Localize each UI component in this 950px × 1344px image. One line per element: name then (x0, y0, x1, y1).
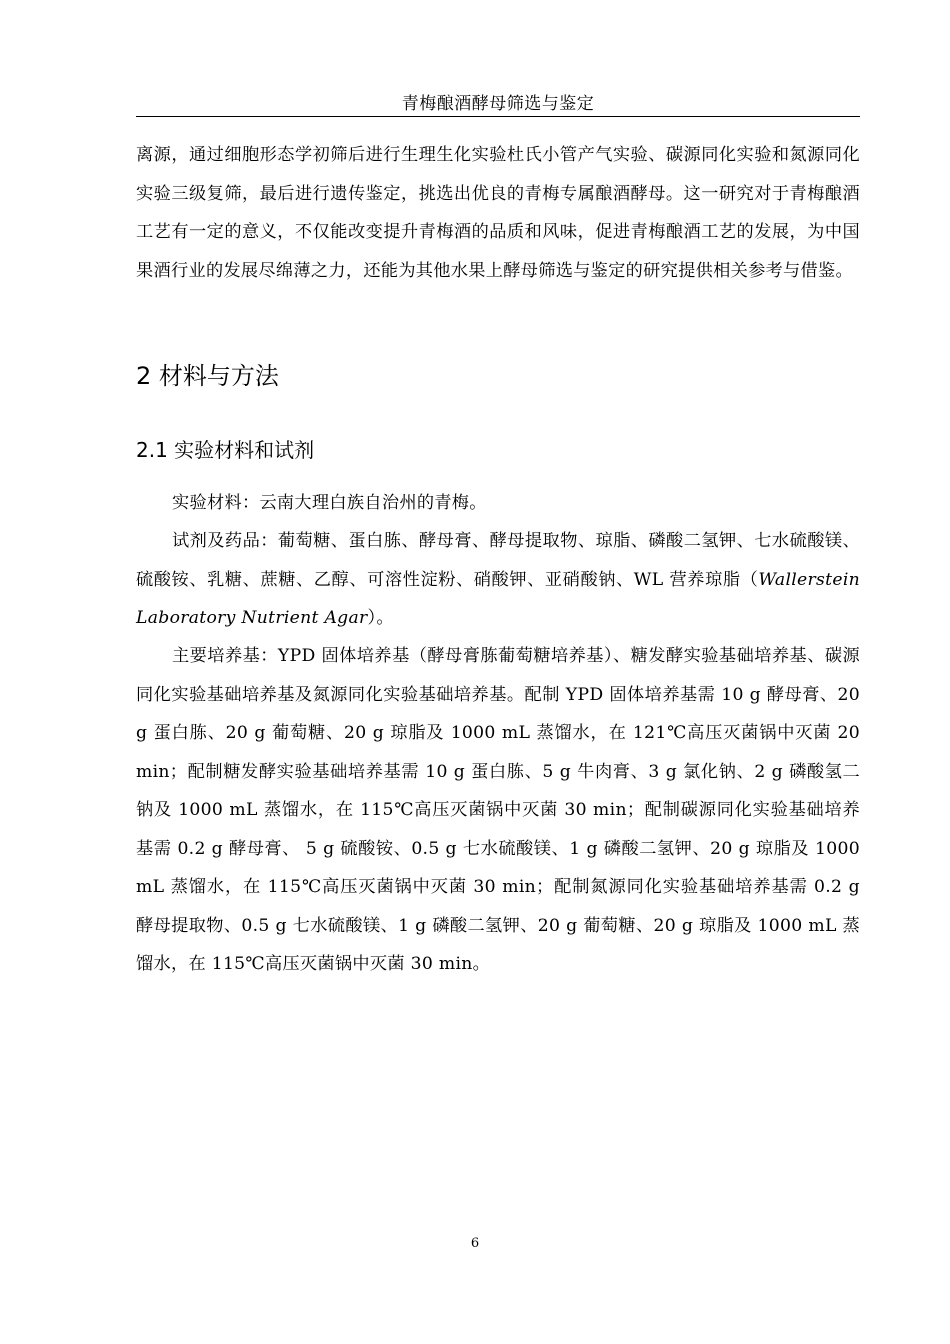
reagents-italic-name: Wallerstein Laboratory Nutrient Agar (136, 569, 860, 628)
intro-paragraph: 离源，通过细胞形态学初筛后进行生理生化实验杜氏小管产气实验、碳源同化实验和氮源同化实验三级复筛，最后进行遗传鉴定，挑选出优良的青梅专属酿酒酵母。这一研究对于青梅酿酒工艺有一定的意义，不仅能改变提升青梅酒的品质和风味，促进青梅酿酒工艺的发展，为中国果酒行业的发展尽绵薄之力，还能为其他水果上酵母筛选与鉴定的研究提供相关参考与借鉴。 (136, 145, 860, 281)
reagents-paragraph (136, 522, 860, 638)
reagents-text: 试剂及药品：葡萄糖、蛋白胨、酵母膏、酵母提取物、琼脂、磷酸二氢钾、七水硫酸镁、硫酸铵、乳糖、蔗糖、乙醇、可溶性淀粉、硝酸钾、亚硝酸钠、WL 营养琼脂（ (136, 531, 860, 590)
header-rule (136, 116, 860, 117)
materials-paragraph: 实验材料：云南大理白族自治州的青梅。 (172, 493, 487, 513)
subsection-heading: 2.1 实验材料和试剂 (136, 438, 315, 462)
running-header: 青梅酿酒酵母筛选与鉴定 (401, 94, 595, 114)
section-heading: 2 材料与方法 (136, 362, 279, 390)
media-paragraph: 主要培养基：YPD 固体培养基（酵母膏胨葡萄糖培养基）、糖发酵实验基础培养基、碳源同化实验基础培养基及氮源同化实验基础培养基。配制 YPD 固体培养基需 10 g 酵母膏、20 g 蛋白胨、20 g 葡萄糖、20 g 琼脂及 1000 mL 蒸馏水，在 121℃高压灭菌锅中灭菌 20 min；配制糖发酵实验基础培养基需 10 g 蛋白胨、5 g 牛肉膏、3 g 氯化钠、2 g 磷酸氢二钠及 1000 mL 蒸馏水，在 115℃高压灭菌锅中灭菌 30 min；配制碳源同化实验基础培养基需 0.2 g 酵母膏、 5 g 硫酸铵、0.5 g 七水硫酸镁、1 g 磷酸二氢钾、20 g 琼脂及 1000 mL 蒸馏水，在 115℃高压灭菌锅中灭菌 30 min；配制氮源同化实验基础培养基需 0.2 g 酵母提取物、0.5 g 七水硫酸镁、1 g 磷酸二氢钾、20 g 葡萄糖、20 g 琼脂及 1000 mL 蒸馏水，在 115℃高压灭菌锅中灭菌 30 min。 (136, 646, 860, 974)
reagents-tail: ）。 (367, 608, 394, 628)
page-number: 6 (470, 1236, 480, 1251)
